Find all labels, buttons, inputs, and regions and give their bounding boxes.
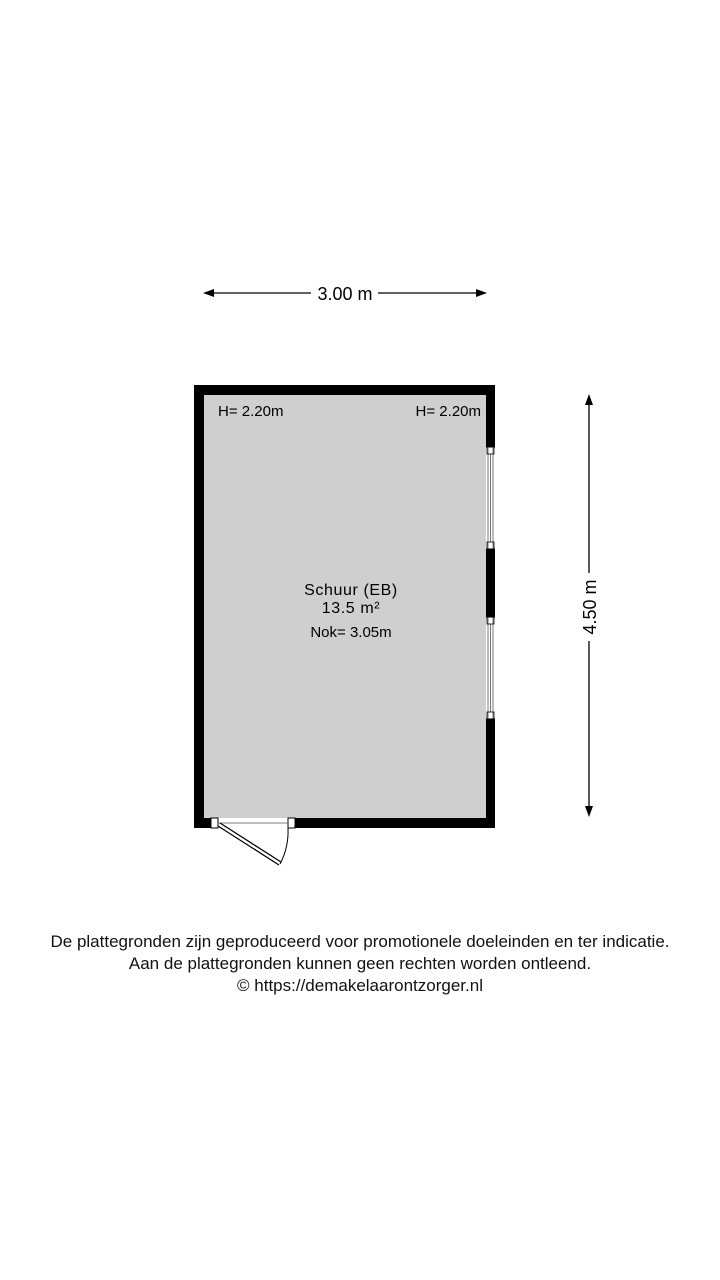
door	[211, 818, 295, 865]
depth-label: 4.50 m	[580, 579, 600, 635]
arrow-left-icon	[203, 289, 214, 297]
disclaimer-line-3[interactable]: © https://demakelaarontzorger.nl	[237, 976, 483, 995]
room-schuur	[194, 385, 495, 865]
ceiling-height-left: H= 2.20m	[218, 403, 284, 420]
disclaimer-line-2: Aan de plattegronden kunnen geen rechten worden ontleend.	[128, 954, 592, 973]
width-dimension	[203, 284, 487, 304]
arrow-right-icon	[476, 289, 487, 297]
arrow-up-icon	[585, 394, 593, 405]
room-area: 13.5 m²	[321, 600, 381, 617]
width-label: 3.00 m	[317, 284, 373, 304]
window-upper	[486, 447, 495, 549]
arrow-down-icon	[585, 806, 593, 817]
ceiling-height-right: H= 2.20m	[415, 403, 481, 420]
room-name: Schuur (EB)	[304, 582, 398, 599]
depth-dimension	[580, 394, 600, 817]
ridge-height: Nok= 3.05m	[310, 624, 392, 641]
disclaimer-line-1: De plattegronden zijn geproduceerd voor promotionele doeleinden en ter indicatie.	[50, 932, 670, 951]
window-lower	[486, 617, 495, 719]
